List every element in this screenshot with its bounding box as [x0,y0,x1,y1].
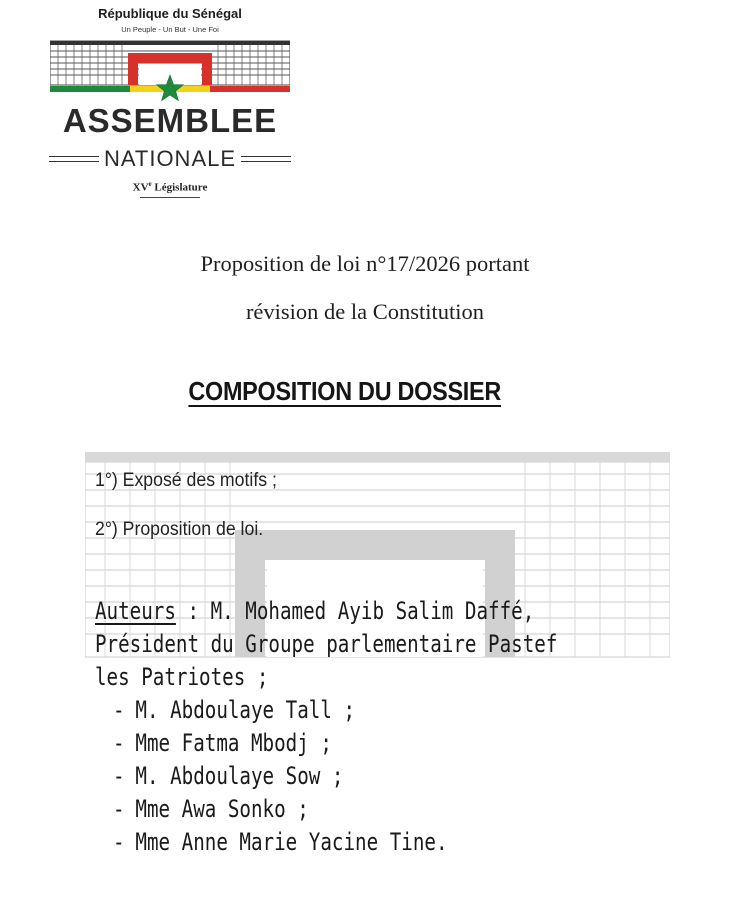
national-motto: Un Peuple - Un But - Une Foi [121,25,219,34]
contents-item-2: 2°) Proposition de loi. [95,519,264,540]
document-title-line2: révision de la Constitution [245,299,485,324]
country-name: République du Sénégal [98,6,242,21]
lead-author-role-line1: Président du Groupe parlementaire Pastef [95,630,558,658]
assembly-name-line2-row [49,146,291,172]
co-author-item [113,696,355,729]
list-dash: - [113,795,125,823]
co-author-item [113,762,343,795]
decorative-rule-left [49,156,99,162]
legislature-text: Législature [151,181,208,194]
co-author-item [113,795,309,828]
assembly-name-line2: NATIONALE [103,146,237,171]
legislature-underline [140,197,200,198]
co-author-name: Mme Fatma Mbodj ; [135,729,332,757]
co-author-item [113,729,332,762]
letterhead [45,4,295,200]
lead-author-role-line2: les Patriotes ; [95,663,269,691]
co-author-name: Mme Awa Sonko ; [135,795,309,823]
lead-author: M. Mohamed Ayib Salim Daffé, [210,597,535,625]
legislature-label [45,180,295,194]
section-heading: COMPOSITION DU DOSSIER [188,376,501,406]
list-dash: - [113,828,125,856]
decorative-rule-right [241,156,291,162]
list-dash: - [113,696,125,724]
list-dash: - [113,729,125,757]
co-author-item [113,828,448,861]
authors-line-1 [95,595,575,628]
authors-separator: : [175,597,211,625]
co-author-name: Mme Anne Marie Yacine Tine. [135,828,448,856]
authors-label: Auteurs [95,597,176,625]
document-title-line1: Proposition de loi n°17/2026 portant [200,251,530,276]
authors-block [95,595,575,694]
legislature-number: XV [132,181,149,194]
list-dash: - [113,762,125,790]
assembly-name-line1: ASSEMBLEE [62,102,278,139]
legislature-suffix: e [148,180,152,188]
contents-item-1: 1°) Exposé des motifs ; [95,470,277,491]
co-author-name: M. Abdoulaye Tall ; [135,696,356,724]
co-author-name: M. Abdoulaye Sow ; [135,762,344,790]
assembly-building-logo [50,37,290,101]
